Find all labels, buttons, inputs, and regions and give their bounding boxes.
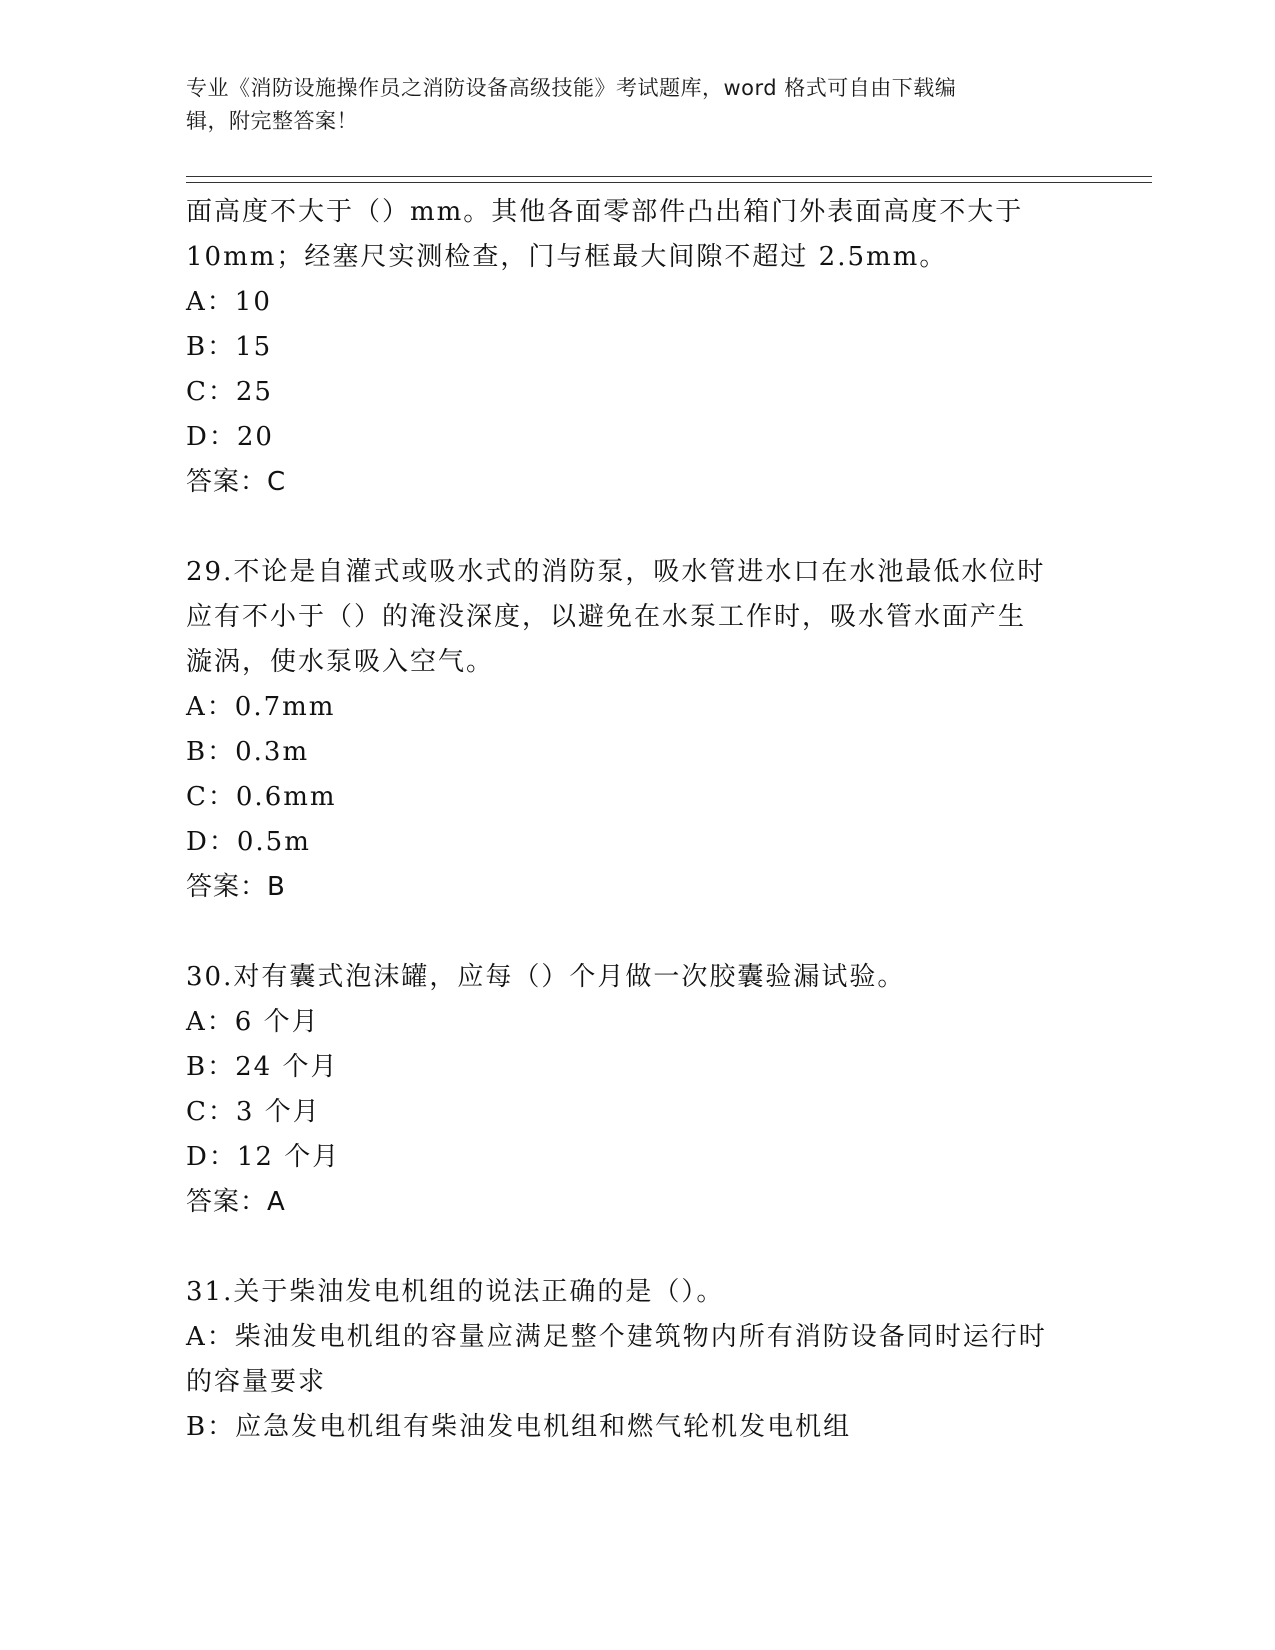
question-stem-line: 10mm；经塞尺实测检查，门与框最大间隙不超过 2.5mm。: [186, 242, 948, 272]
option-a: A：0.7mm: [186, 692, 336, 722]
option-d: D：20: [186, 422, 274, 452]
question-29: [186, 550, 1086, 909]
option-a: A：6 个月: [186, 1007, 320, 1037]
answer-label: 答案：B: [186, 872, 286, 902]
header-divider-top: [186, 176, 1152, 177]
option-d: D：12 个月: [186, 1142, 341, 1172]
question-stem-line: 面高度不大于（）mm。其他各面零部件凸出箱门外表面高度不大于: [186, 197, 1024, 227]
header-line-1: 专业《消防设施操作员之消防设备高级技能》考试题库，word 格式可自由下载编: [186, 76, 957, 100]
question-stem-line: 漩涡，使水泵吸入空气。: [186, 647, 495, 677]
question-stem-line: 29.不论是自灌式或吸水式的消防泵，吸水管进水口在水池最低水位时: [186, 557, 1046, 587]
question-stem-line: 30.对有囊式泡沫罐，应每（）个月做一次胶囊验漏试验。: [186, 962, 906, 992]
option-c: C：0.6mm: [186, 782, 337, 812]
question-continued: [186, 190, 1086, 504]
document-header: [186, 72, 1066, 138]
option-c: C：25: [186, 377, 273, 407]
option-a: A：柴油发电机组的容量应满足整个建筑物内所有消防设备同时运行时: [186, 1322, 1047, 1352]
answer-label: 答案：A: [186, 1187, 286, 1217]
option-d: D：0.5m: [186, 827, 311, 857]
question-31: [186, 1270, 1086, 1450]
header-line-2: 辑，附完整答案！: [186, 109, 358, 133]
option-b: B：应急发电机组有柴油发电机组和燃气轮机发电机组: [186, 1412, 852, 1442]
header-divider-bottom: [186, 182, 1152, 183]
option-a: A：10: [186, 287, 272, 317]
question-stem-line: 应有不小于（）的淹没深度，以避免在水泵工作时，吸水管水面产生: [186, 602, 1027, 632]
option-b: B：15: [186, 332, 273, 362]
question-stem-line: 31.关于柴油发电机组的说法正确的是（）。: [186, 1277, 725, 1307]
question-30: [186, 955, 1086, 1224]
spacer: [186, 504, 1086, 550]
spacer: [186, 909, 1086, 955]
option-b: B：0.3m: [186, 737, 310, 767]
option-b: B：24 个月: [186, 1052, 339, 1082]
spacer: [186, 1224, 1086, 1270]
option-a-continued: 的容量要求: [186, 1367, 327, 1397]
option-c: C：3 个月: [186, 1097, 321, 1127]
answer-label: 答案：C: [186, 467, 287, 497]
question-content: [186, 190, 1086, 1450]
